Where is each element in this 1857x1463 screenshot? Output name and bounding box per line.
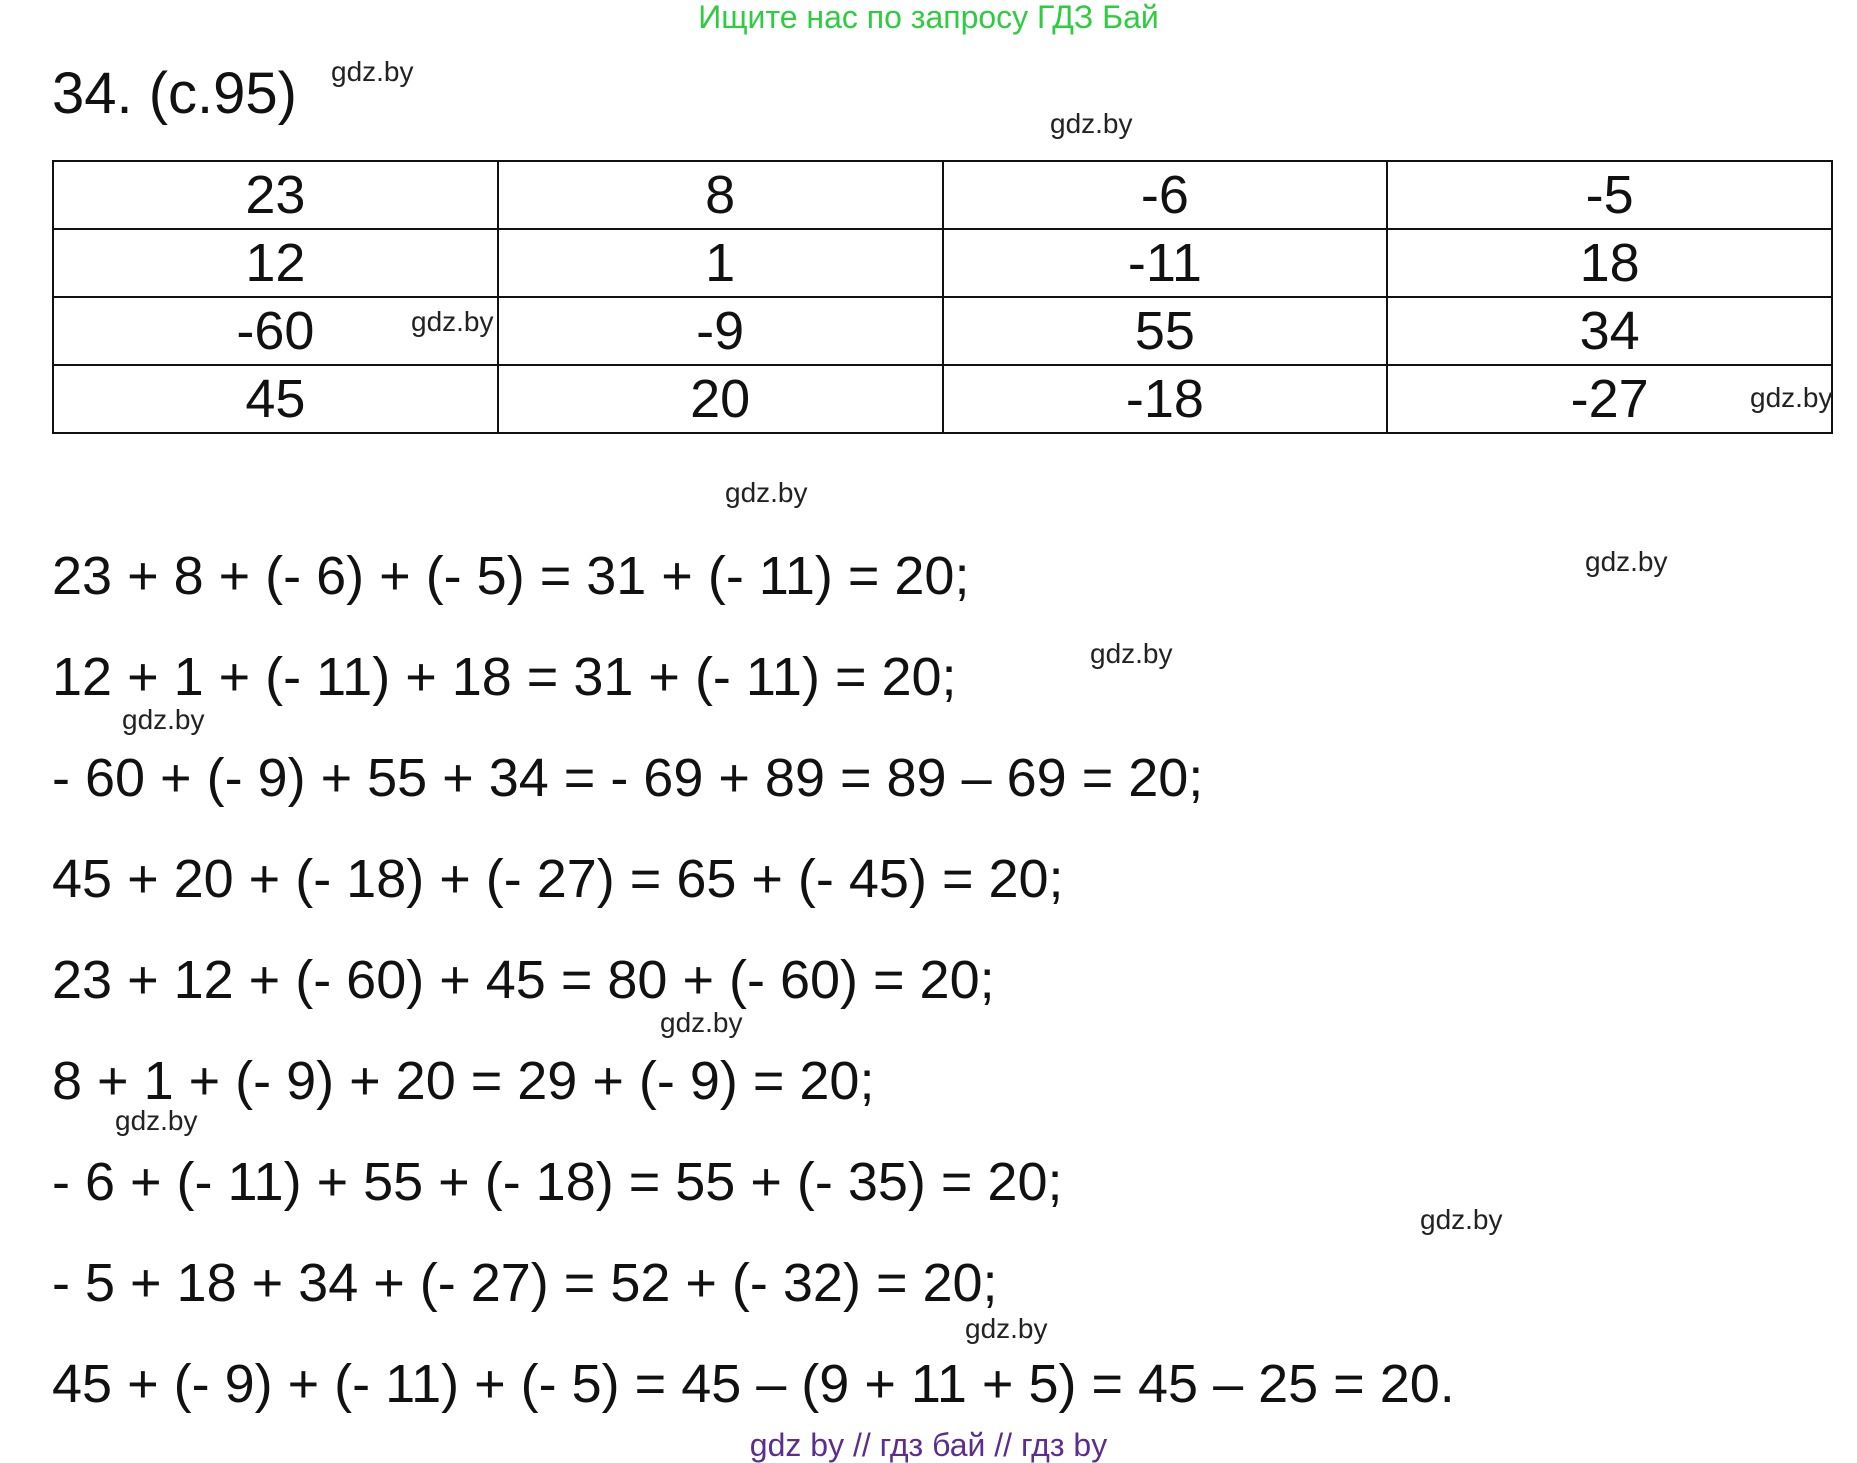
- watermark: gdz.by: [1050, 108, 1133, 139]
- table-cell: 34: [1387, 297, 1832, 365]
- table-cell: -5: [1387, 161, 1832, 229]
- equation-line: 45 + (- 9) + (- 11) + (- 5) = 45 – (9 + 11 + 5) = 45 – 25 = 20.: [52, 1354, 1455, 1414]
- table-cell: -11: [943, 229, 1388, 297]
- table-row: [53, 297, 1832, 365]
- watermark: gdz.by: [965, 1313, 1048, 1344]
- table-cell: 18: [1387, 229, 1832, 297]
- watermark: gdz.by: [115, 1105, 198, 1136]
- watermark: gdz.by: [1750, 382, 1833, 413]
- table-row: [53, 365, 1832, 433]
- watermark: gdz.by: [1090, 638, 1173, 669]
- number-table: [52, 160, 1833, 434]
- watermark: gdz.by: [725, 477, 808, 508]
- table-cell: 12: [53, 229, 498, 297]
- equation-line: - 6 + (- 11) + 55 + (- 18) = 55 + (- 35) = 20;: [52, 1152, 1063, 1212]
- table-cell: 8: [498, 161, 943, 229]
- equation-line: - 5 + 18 + 34 + (- 27) = 52 + (- 32) = 20;: [52, 1253, 998, 1313]
- watermark: gdz.by: [660, 1007, 743, 1038]
- table-cell: -18: [943, 365, 1388, 433]
- equation-line: 23 + 12 + (- 60) + 45 = 80 + (- 60) = 20;: [52, 950, 995, 1010]
- header-search-link[interactable]: Ищите нас по запросу ГДЗ Бай: [698, 0, 1159, 35]
- watermark: gdz.by: [122, 704, 205, 735]
- equation-line: 8 + 1 + (- 9) + 20 = 29 + (- 9) = 20;: [52, 1051, 875, 1111]
- table-row: [53, 229, 1832, 297]
- equation-line: - 60 + (- 9) + 55 + 34 = - 69 + 89 = 89 – 69 = 20;: [52, 748, 1204, 808]
- table-cell: 23: [53, 161, 498, 229]
- table-cell: -60: [53, 297, 498, 365]
- equation-line: 23 + 8 + (- 6) + (- 5) = 31 + (- 11) = 20;: [52, 546, 970, 606]
- watermark: gdz.by: [411, 306, 494, 337]
- table-cell: -9: [498, 297, 943, 365]
- exercise-title: 34. (с.95): [52, 61, 297, 126]
- footer-links[interactable]: gdz by // гдз бай // гдз by: [749, 1427, 1108, 1463]
- table-cell: -6: [943, 161, 1388, 229]
- table-cell: 55: [943, 297, 1388, 365]
- watermark: gdz.by: [331, 56, 414, 87]
- table-cell: 45: [53, 365, 498, 433]
- table-cell: -27: [1387, 365, 1832, 433]
- equation-line: 12 + 1 + (- 11) + 18 = 31 + (- 11) = 20;: [52, 647, 957, 707]
- equation-line: 45 + 20 + (- 18) + (- 27) = 65 + (- 45) = 20;: [52, 849, 1064, 909]
- table-cell: 1: [498, 229, 943, 297]
- table-row: [53, 161, 1832, 229]
- table-cell: 20: [498, 365, 943, 433]
- watermark: gdz.by: [1585, 546, 1668, 577]
- watermark: gdz.by: [1420, 1204, 1503, 1235]
